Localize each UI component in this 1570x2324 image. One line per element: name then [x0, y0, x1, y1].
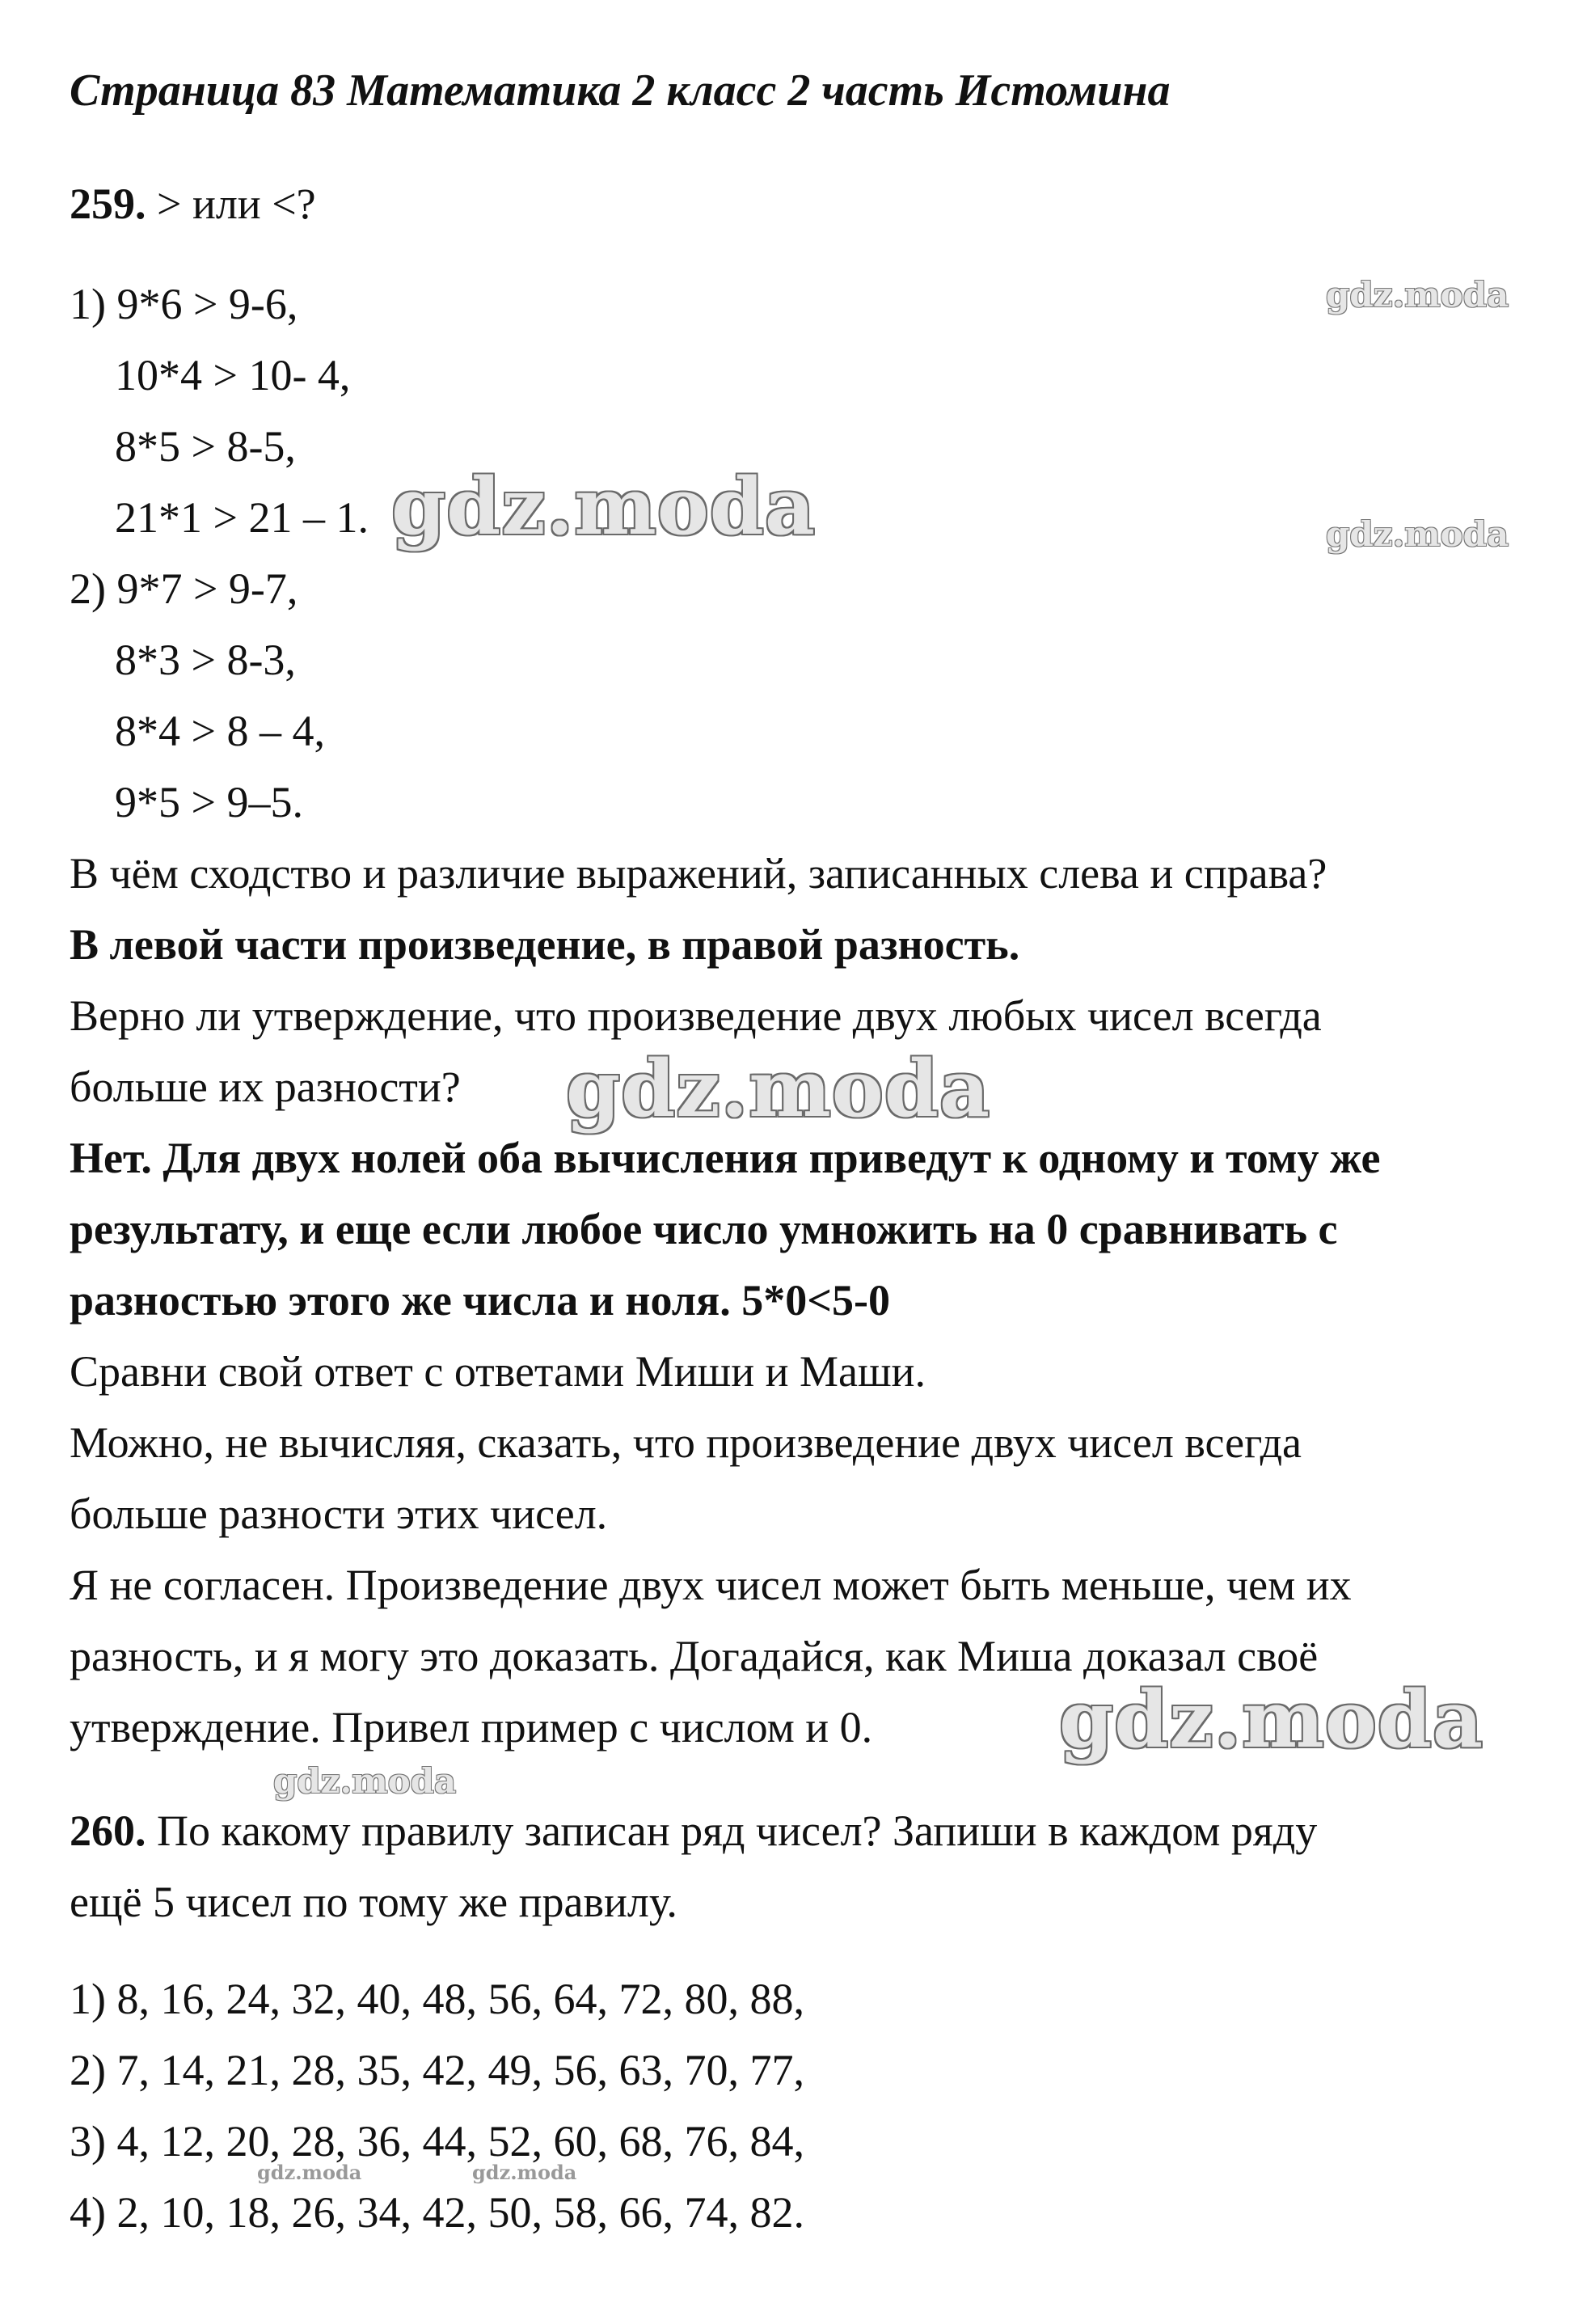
watermark: gdz.moda — [273, 1761, 457, 1801]
watermark: gdz.moda — [391, 461, 817, 552]
watermark: gdz.moda — [472, 2161, 577, 2184]
text-line: Можно, не вычисляя, сказать, что произведение двух чисел всегда — [70, 1418, 1302, 1467]
text-line: утверждение. Привел пример с числом и 0. — [70, 1703, 873, 1751]
question-line: В чём сходство и различие выражений, записанных слева и справа? — [70, 849, 1327, 898]
expression-line: 10*4 > 10- 4, — [115, 351, 351, 399]
number-row: 1) 8, 16, 24, 32, 40, 48, 56, 64, 72, 80, 88, — [70, 1975, 804, 2023]
page-title: Страница 83 Математика 2 класс 2 часть Истомина — [70, 65, 1171, 116]
task-260-prompt-line: ещё 5 чисел по тому же правилу. — [70, 1878, 677, 1926]
task-259-prompt: > или <? — [157, 180, 316, 228]
task-260-header — [70, 1805, 1317, 1857]
answer-line: разностью этого же числа и ноля. 5*0<5-0 — [70, 1276, 891, 1325]
text-line: разность, и я могу это доказать. Догадайся, как Миша доказал своё — [70, 1632, 1319, 1680]
number-row: 4) 2, 10, 18, 26, 34, 42, 50, 58, 66, 74, 82. — [70, 2188, 804, 2237]
number-row: 3) 4, 12, 20, 28, 36, 44, 52, 60, 68, 76, 84, — [70, 2117, 804, 2166]
expression-line: 8*4 > 8 – 4, — [115, 707, 325, 755]
expression-line: 21*1 > 21 – 1. — [115, 493, 369, 542]
question-line: Верно ли утверждение, что произведение двух любых чисел всегда — [70, 991, 1322, 1040]
text-line: Сравни свой ответ с ответами Миши и Маши. — [70, 1347, 926, 1396]
watermark: gdz.moda — [257, 2161, 362, 2184]
question-line: больше их разности? — [70, 1063, 461, 1111]
text-line: Я не согласен. Произведение двух чисел может быть меньше, чем их — [70, 1561, 1352, 1609]
task-259-header — [70, 178, 316, 230]
expression-line: 8*3 > 8-3, — [115, 636, 296, 684]
expression-line: 2) 9*7 > 9-7, — [70, 564, 298, 613]
expression-line: 9*5 > 9–5. — [115, 778, 303, 826]
watermark: gdz.moda — [1326, 514, 1509, 554]
watermark: gdz.moda — [566, 1043, 991, 1135]
expression-line: 1) 9*6 > 9-6, — [70, 280, 298, 328]
answer-line: Нет. Для двух нолей оба вычисления приведут к одному и тому же — [70, 1134, 1381, 1182]
answer-line: результату, и еще если любое число умножить на 0 сравнивать с — [70, 1205, 1338, 1253]
watermark: gdz.moda — [1059, 1674, 1484, 1765]
watermark: gdz.moda — [1326, 275, 1509, 315]
text-line: больше разности этих чисел. — [70, 1489, 608, 1538]
task-260-prompt: По какому правилу записан ряд чисел? Запиши в каждом ряду — [157, 1806, 1318, 1855]
number-row: 2) 7, 14, 21, 28, 35, 42, 49, 56, 63, 70, 77, — [70, 2046, 804, 2094]
task-260-number: 260. — [70, 1806, 146, 1855]
task-259-number: 259. — [70, 180, 146, 228]
expression-line: 8*5 > 8-5, — [115, 422, 296, 471]
answer-line: В левой части произведение, в правой разность. — [70, 920, 1020, 969]
